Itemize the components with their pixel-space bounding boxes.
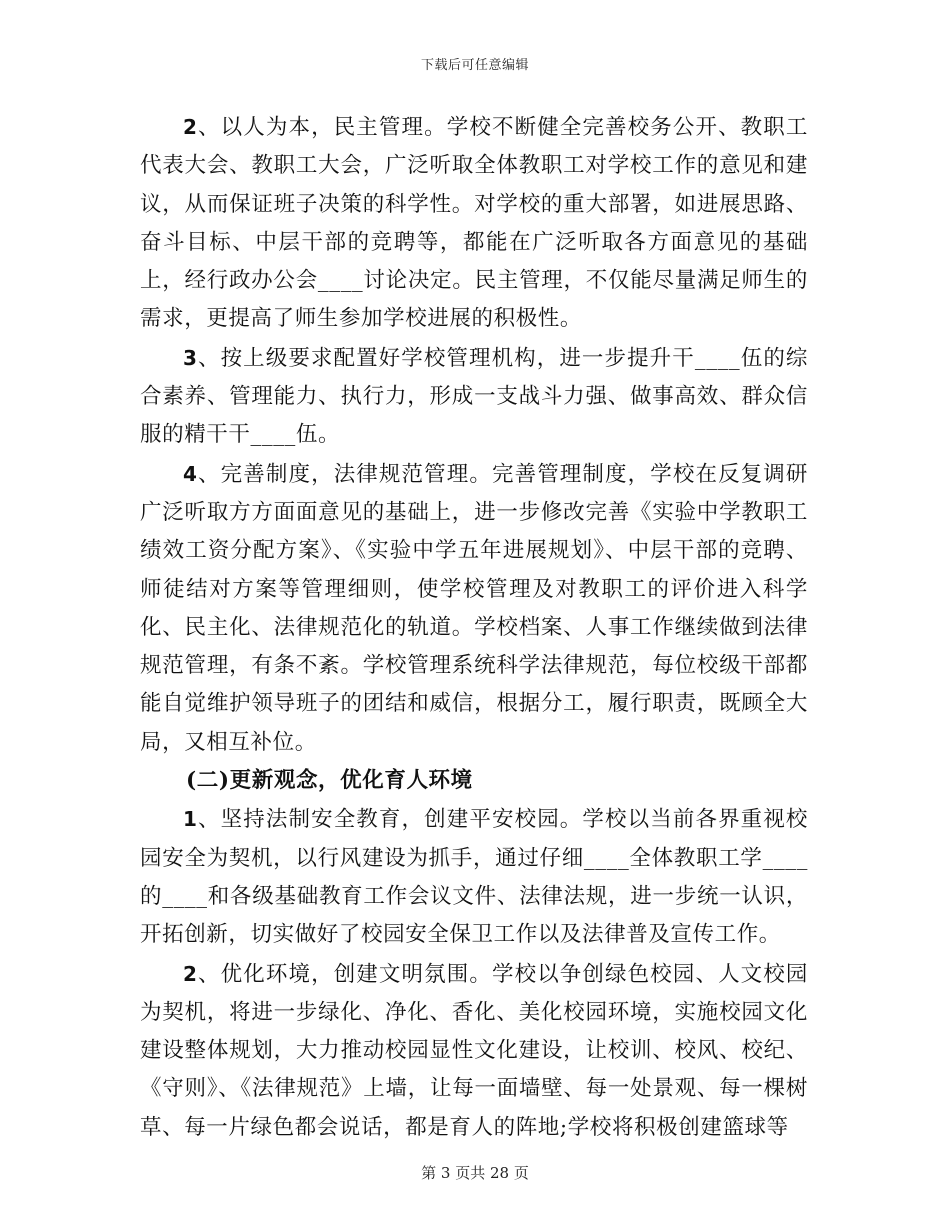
paragraph-text: 、完善制度，法律规范管理。完善管理制度，学校在反复调研广泛听取方方面面意见的基础上，进一步修改完善《实验中学教职工绩效工资分配方案》、《实验中学五年进展规划》、中层干部的竞聘、师徒结对方案等管理细则，使学校管理及对教职工的评价进入科学化、民主化、法律规范化的轨道。学校档案、人事工作继续做到法律规范管理，有条不紊。学校管理系统科学法律规范，每位校级干部都能自觉维护领导班子的团结和威信，根据分工，履行职责，既顾全大局，又相互补位。 (140, 461, 808, 755)
paragraph-number: 2 (183, 115, 198, 139)
paragraph-text: 、以人为本，民主管理。学校不断健全完善校务公开、教职工代表大会、教职工大会，广泛听取全体教职工对学校工作的意见和建议，从而保证班子决策的科学性。对学校的重大部署，如进展思路、奋斗目标、中层干部的竞聘等，都能在广泛听取各方面意见的基础上，经行政办公会____讨论决定。民主管理，不仅能尽量满足师生的需求，更提高了师生参加学校进展的积极性。 (140, 115, 808, 332)
paragraph-number: 4 (183, 461, 198, 486)
paragraph-3-management-structure (140, 339, 808, 455)
paragraph-text: 、按上级要求配置好学校管理机构，进一步提升干____伍的综合素养、管理能力、执行力，形成一支战斗力强、做事高效、群众信服的精干干____伍。 (140, 345, 808, 448)
paragraph-2-environment (140, 955, 808, 1147)
page-header: 下载后可任意编辑 (420, 58, 529, 73)
paragraph-2-democratic-management (140, 108, 808, 339)
paragraph-number: 3 (183, 345, 198, 370)
paragraph-1-safety-education (140, 800, 808, 954)
document-body (140, 108, 808, 1147)
paragraph-text: 、坚持法制安全教育，创建平安校园。学校以当前各界重视校园安全为契机，以行风建设为抓手，通过仔细____全体教职工学____的____和各级基础教育工作会议文件、法律法规，进一步统一认识，开拓创新，切实做好了校园安全保卫工作以及法律普及宣传工作。 (140, 807, 808, 948)
paragraph-text: 、优化环境，创建文明氛围。学校以争创绿色校园、人文校园为契机，将进一步绿化、净化、香化、美化校园环境，实施校园文化建设整体规划，大力推动校园显性文化建设，让校训、校风、校纪、《守则》、《法律规范》上墙，让每一面墙壁、每一处景观、每一棵树草、每一片绿色都会说话，都是育人的阵地;学校将积极创建篮球等 (140, 961, 808, 1140)
paragraph-number: 2 (183, 961, 198, 986)
section-heading: (二)更新观念，优化育人环境 (186, 768, 473, 794)
paragraph-4-system-improvement (140, 455, 808, 762)
page-footer: 第 3 页共 28 页 (421, 1164, 529, 1182)
paragraph-number: 1 (183, 807, 198, 832)
